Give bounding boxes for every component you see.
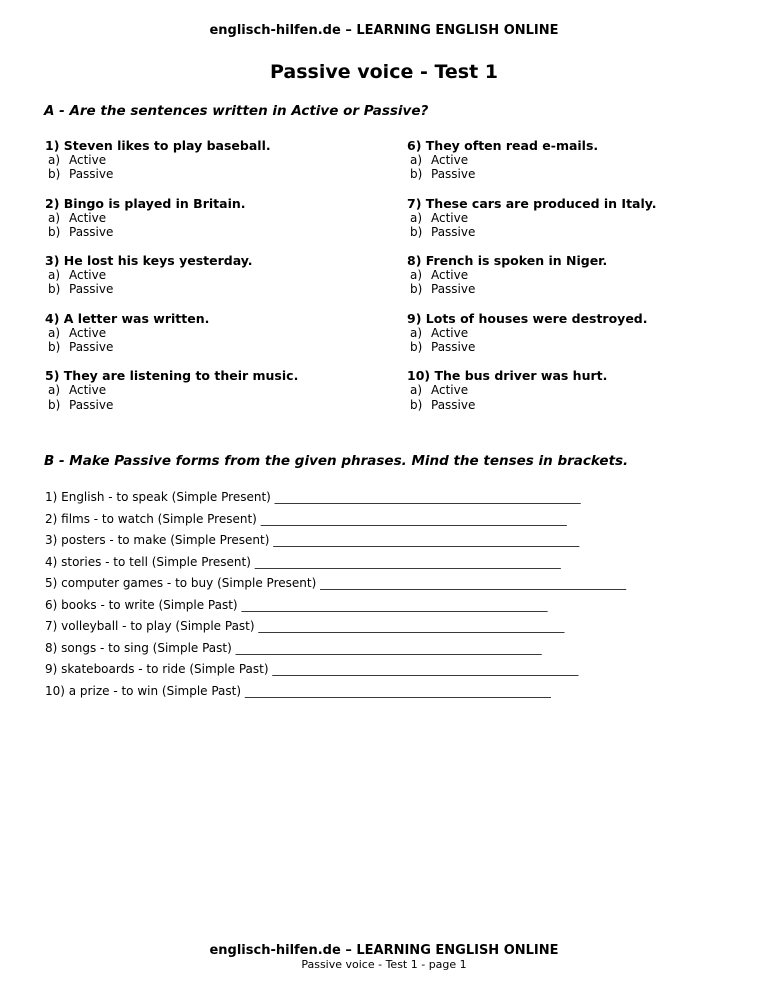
option-label: Passive — [431, 397, 476, 412]
item-text: 3) posters - to make (Simple Present) — [45, 533, 270, 547]
option-active — [45, 153, 407, 167]
question-text: 10) The bus driver was hurt. — [407, 368, 608, 384]
question-text: 1) Steven likes to play baseball. — [45, 138, 271, 153]
option-letter: b) — [48, 167, 61, 182]
item-text: 1) English - to speak (Simple Present) — [45, 490, 271, 504]
option-letter: a) — [410, 153, 423, 167]
option-letter: a) — [410, 268, 423, 283]
question-8 — [407, 253, 748, 297]
question-2 — [45, 196, 407, 240]
option-label: Passive — [69, 397, 114, 412]
option-letter: b) — [48, 282, 61, 297]
option-letter: a) — [48, 268, 61, 283]
option-label: Passive — [69, 282, 114, 297]
option-passive — [45, 340, 407, 354]
option-letter: b) — [48, 224, 61, 239]
footer-page-line: Passive voice - Test 1 - page 1 — [301, 958, 467, 971]
answer-blank: ___________________________________________________ — [254, 554, 561, 569]
option-label: Passive — [69, 224, 114, 239]
item-text: 8) songs - to sing (Simple Past) — [45, 640, 232, 655]
option-passive — [45, 398, 407, 412]
option-label: Active — [431, 153, 469, 167]
option-letter: a) — [410, 325, 423, 340]
fill-in-item-10 — [45, 681, 748, 703]
option-label: Active — [69, 383, 107, 398]
option-passive — [407, 167, 748, 181]
option-label: Passive — [69, 340, 114, 355]
fill-in-item-4 — [45, 552, 748, 574]
option-letter: a) — [48, 210, 61, 225]
page-title: Passive voice - Test 1 — [269, 61, 499, 83]
option-letter: b) — [410, 340, 423, 355]
answer-blank: ___________________________________________________ — [320, 576, 627, 590]
option-letter: b) — [48, 340, 61, 355]
question-9 — [407, 311, 748, 355]
item-text: 5) computer games - to buy (Simple Present) — [45, 576, 317, 590]
question-text: 2) Bingo is played in Britain. — [45, 195, 246, 211]
option-active — [407, 211, 748, 225]
question-text: 3) He lost his keys yesterday. — [45, 253, 253, 269]
option-label: Passive — [431, 340, 476, 355]
option-letter: a) — [48, 325, 61, 340]
answer-blank: ___________________________________________________ — [241, 597, 548, 612]
section-a-left-column — [45, 138, 407, 426]
item-text: 4) stories - to tell (Simple Present) — [45, 554, 251, 569]
option-letter: a) — [410, 210, 423, 225]
item-text: 2) films - to watch (Simple Present) — [45, 511, 257, 526]
option-passive — [407, 225, 748, 239]
document-footer: englisch-hilfen.de – LEARNING ENGLISH ONLINE — [209, 943, 559, 958]
question-text: 4) A letter was written. — [45, 310, 210, 326]
answer-blank: ___________________________________________________ — [235, 640, 542, 655]
option-passive — [407, 282, 748, 296]
fill-in-item-9 — [45, 659, 748, 681]
option-passive — [407, 340, 748, 354]
option-label: Active — [69, 153, 107, 167]
question-text: 8) French is spoken in Niger. — [407, 253, 608, 269]
option-active — [45, 268, 407, 282]
question-3 — [45, 253, 407, 297]
fill-in-item-7 — [45, 616, 748, 638]
option-active — [407, 383, 748, 397]
item-text: 9) skateboards - to ride (Simple Past) — [45, 662, 269, 676]
answer-blank: ___________________________________________________ — [274, 490, 581, 504]
fill-in-item-1 — [45, 487, 748, 509]
option-label: Active — [431, 210, 469, 225]
item-text: 10) a prize - to win (Simple Past) — [45, 683, 242, 698]
fill-in-item-3 — [45, 530, 748, 552]
option-label: Active — [431, 325, 469, 340]
option-letter: a) — [48, 153, 61, 167]
option-label: Passive — [431, 224, 476, 239]
option-active — [45, 326, 407, 340]
document-header: englisch-hilfen.de – LEARNING ENGLISH ONLINE — [209, 23, 559, 38]
question-text: 5) They are listening to their music. — [45, 368, 299, 384]
question-1 — [45, 138, 407, 182]
section-a-right-column — [407, 138, 748, 426]
item-text: 7) volleyball - to play (Simple Past) — [45, 619, 255, 633]
option-letter: b) — [410, 397, 423, 412]
option-active — [45, 383, 407, 397]
option-label: Active — [431, 383, 469, 398]
answer-blank: ___________________________________________________ — [273, 533, 580, 547]
fill-in-item-2 — [45, 509, 748, 531]
question-text: 7) These cars are produced in Italy. — [407, 195, 657, 211]
fill-in-item-5 — [45, 573, 748, 595]
question-text: 6) They often read e-mails. — [407, 138, 599, 153]
option-active — [407, 153, 748, 167]
fill-in-item-8 — [45, 638, 748, 660]
option-active — [45, 211, 407, 225]
option-label: Active — [69, 268, 107, 283]
option-active — [407, 326, 748, 340]
answer-blank: ___________________________________________________ — [244, 683, 551, 698]
option-letter: a) — [410, 383, 423, 398]
section-a-questions — [45, 138, 748, 426]
option-letter: b) — [410, 167, 423, 182]
option-letter: b) — [48, 397, 61, 412]
section-b-heading: B - Make Passive forms from the given phrases. Mind the tenses in brackets. — [44, 453, 629, 469]
option-passive — [45, 282, 407, 296]
option-label: Active — [69, 325, 107, 340]
option-passive — [45, 167, 407, 181]
option-label: Active — [431, 268, 469, 283]
question-6 — [407, 138, 748, 182]
option-label: Passive — [431, 282, 476, 297]
question-5 — [45, 368, 407, 412]
option-letter: b) — [410, 224, 423, 239]
option-letter: b) — [410, 282, 423, 297]
section-a-heading: A - Are the sentences written in Active or Passive? — [44, 103, 429, 119]
option-passive — [407, 398, 748, 412]
answer-blank: ___________________________________________________ — [272, 662, 579, 676]
question-7 — [407, 196, 748, 240]
option-letter: a) — [48, 383, 61, 398]
option-passive — [45, 225, 407, 239]
question-4 — [45, 311, 407, 355]
option-label: Passive — [431, 167, 476, 182]
option-label: Passive — [69, 167, 114, 182]
question-text: 9) Lots of houses were destroyed. — [407, 310, 648, 326]
question-10 — [407, 368, 748, 412]
answer-blank: ___________________________________________________ — [260, 511, 567, 526]
fill-in-item-6 — [45, 595, 748, 617]
item-text: 6) books - to write (Simple Past) — [45, 597, 238, 612]
answer-blank: ___________________________________________________ — [258, 619, 565, 633]
option-label: Active — [69, 210, 107, 225]
section-b-items — [45, 487, 748, 702]
option-active — [407, 268, 748, 282]
